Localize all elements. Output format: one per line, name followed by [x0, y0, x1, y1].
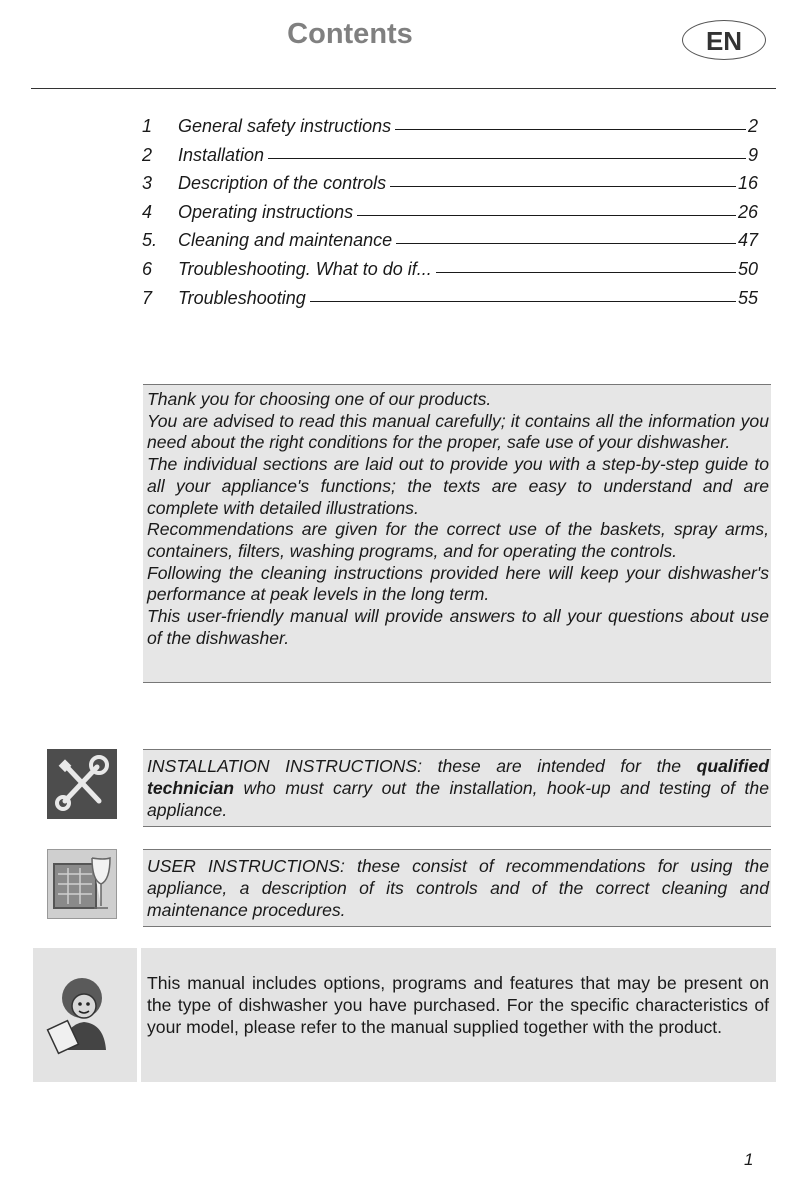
installation-text: INSTALLATION INSTRUCTIONS: these are intended for the [147, 756, 697, 776]
installation-instructions-box [143, 749, 771, 827]
language-badge: EN [682, 20, 766, 60]
toc-page: 9 [747, 144, 758, 165]
table-of-contents [142, 116, 758, 316]
toc-page: 26 [737, 201, 758, 222]
toc-leader [390, 186, 736, 187]
toc-row[interactable] [142, 202, 758, 231]
toc-page: 50 [737, 258, 758, 279]
intro-paragraph: Recommendations are given for the correct use of the baskets, spray arms, containers, filters, washing programs, and for operating the controls. [147, 519, 769, 561]
toc-leader [396, 243, 736, 244]
toc-row[interactable] [142, 230, 758, 259]
toc-page: 16 [737, 173, 758, 194]
toc-row[interactable] [142, 145, 758, 174]
toc-number: 7 [142, 287, 153, 308]
installation-text-rest: who must carry out the installation, hook-up and testing of the appliance. [147, 778, 769, 820]
intro-box [143, 384, 771, 683]
page-title: Contents [287, 18, 413, 50]
toc-number: 1 [142, 116, 153, 136]
dishwasher-glass-icon [47, 849, 117, 919]
product-note-box [141, 948, 776, 1082]
toc-title: Installation [178, 144, 265, 165]
toc-page: 55 [737, 287, 758, 308]
intro-paragraph: Following the cleaning instructions provided here will keep your dishwasher's performance at peak levels in the long term. [147, 562, 769, 605]
toc-title: Troubleshooting. What to do if... [178, 258, 432, 279]
toc-row[interactable] [142, 173, 758, 202]
product-note-text: This manual includes options, programs and features that may be present on the type of dishwasher you have purchased. For the specific characteristics of your model, please refer to the manual supplied together with the product. [147, 973, 769, 1037]
toc-title: Description of the controls [178, 173, 387, 194]
toc-page: 2 [747, 116, 758, 136]
toc-row[interactable] [142, 259, 758, 288]
person-reading-icon [42, 972, 122, 1057]
toc-leader [268, 158, 746, 159]
page-number: 1 [744, 1150, 754, 1169]
toc-title: General safety instructions [178, 116, 392, 136]
toc-number: 4 [142, 201, 153, 222]
intro-paragraph: You are advised to read this manual carefully; it contains all the information you need about the right conditions for the proper, safe use of your dishwasher. [147, 410, 769, 453]
intro-paragraph: This user-friendly manual will provide answers to all your questions about use of the dishwasher. [147, 606, 769, 648]
toc-title: Cleaning and maintenance [178, 230, 393, 251]
toc-number: 2 [142, 144, 153, 165]
toc-number: 6 [142, 258, 153, 279]
toc-number: 5. [142, 230, 158, 251]
toc-leader [395, 129, 746, 130]
toc-page: 47 [737, 230, 758, 251]
toc-leader [357, 215, 736, 216]
toc-row[interactable] [142, 288, 758, 317]
toc-number: 3 [142, 173, 153, 194]
header-divider [31, 88, 776, 89]
toc-row[interactable] [142, 116, 758, 145]
user-instructions-text: USER INSTRUCTIONS: these consist of recommendations for using the appliance, a description of its controls and of the correct cleaning and maintenance procedures. [147, 856, 769, 920]
installation-emphasis: qualified technician [147, 756, 769, 798]
toc-leader [310, 301, 736, 302]
intro-paragraph: The individual sections are laid out to provide you with a step-by-step guide to all your appliance's functions; the texts are easy to understand and are complete with detailed illustrations. [147, 454, 769, 518]
tools-icon [47, 749, 117, 819]
intro-paragraph: Thank you for choosing one of our products. [147, 389, 492, 409]
user-instructions-box [143, 849, 771, 927]
toc-title: Troubleshooting [178, 287, 306, 308]
toc-leader [436, 272, 736, 273]
toc-title: Operating instructions [178, 201, 354, 222]
